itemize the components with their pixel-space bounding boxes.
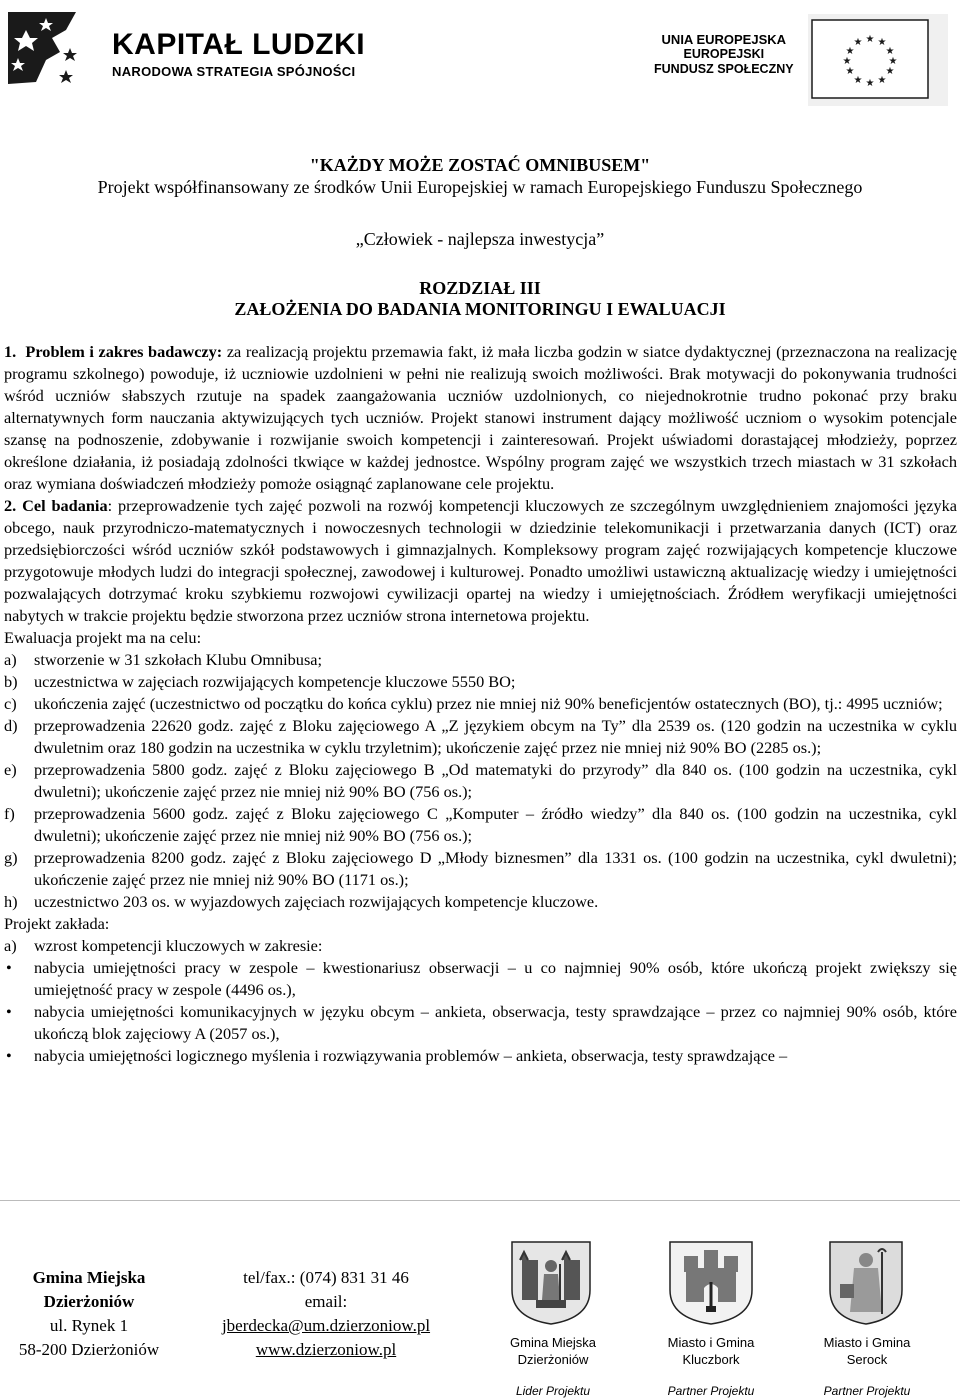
partner-caption: [636, 1334, 786, 1368]
list-marker: b): [4, 672, 18, 691]
evaluation-list: [4, 649, 957, 913]
svg-text:★: ★: [877, 37, 887, 48]
chapter-number: ROZDZIAŁ III: [419, 278, 541, 298]
svg-text:★: ★: [845, 66, 855, 77]
email-link[interactable]: jberdecka@um.dzierzoniow.pl: [221, 1316, 431, 1335]
list-item: [4, 649, 957, 671]
list-marker: f): [4, 804, 15, 823]
list-item: [4, 803, 957, 847]
dzierzoniow-crest-icon: [508, 1238, 594, 1326]
kapital-ludzki-title: KAPITAŁ LUDZKI: [112, 28, 366, 61]
svg-text:★: ★: [865, 78, 875, 89]
eu-flag-icon: [808, 14, 948, 106]
list-item: [4, 671, 957, 693]
list-marker: e): [4, 760, 17, 779]
section-2-number: 2.: [4, 496, 17, 515]
footer-divider: [0, 1200, 960, 1201]
list-item-text: uczestnictwo 203 os. w wyjazdowych zajęciach rozwijających kompetencje kluczowe.: [34, 892, 599, 911]
serock-crest-icon: [826, 1238, 906, 1326]
list-item-text: ukończenia zajęć (uczestnictwo od początku do końca cyklu) przez nie mniej niż 90% beneficjentów ostatecznych (BO), tj.: 4995 uczniów;: [34, 694, 943, 713]
section-1-text: za realizacją projektu przemawia fakt, iż mała liczba godzin w siatce dydaktycznej (przeznaczona na realizację programu szkolnego) powoduje, iż uczniowie uzdolnieni w pełni nie realizują swoich możliwości. Brak motywacji do pokonywania trudności wśród uczniów słabszych rzutuje na spadek zaangażowania uczniów uzdolnionych, co niejednokrotnie trudno pokonać przy braku alternatywnych form nauczania aktywizujących tych uczniów. Projekt stanowi instrument dający możliwość uczniom o wysokim potencjale szansę na podnoszenie, zdobywanie i rozwijanie swoich kompetencji i zainteresowań. Projekt uświadomi dorastającej młodzieży, poprzez określone działania, iż posiadają zdolności tkwiące w każdej jednostce. Wspólny program zajęć we wszystkich trzech miastach w 31 szkołach oraz wymiana doświadczeń młodzieży pomoże osiągnąć zaplanowane cele projektu.: [4, 342, 957, 493]
email-label: email:: [304, 1292, 348, 1311]
svg-text:★: ★: [888, 56, 898, 67]
bullet-item: [4, 1045, 957, 1067]
svg-text:★: ★: [853, 37, 863, 48]
svg-text:★: ★: [877, 75, 887, 86]
list-item: [4, 891, 957, 913]
eu-fund-text: [654, 32, 794, 77]
partner-name-line2: Kluczbork: [682, 1352, 740, 1367]
section-1-label: Problem i zakres badawczy:: [25, 342, 223, 361]
list-item: [4, 715, 957, 759]
list-item-text: przeprowadzenia 22620 godz. zajęć z Bloku zajęciowego A „Z językiem obcym na Ty” dla 2539 os. (120 godzin na uczestnika w cyklu dwuletnim oraz 180 godzin na uczestnika w cyklu trzyletnim); ukończenie zajęć przez nie mniej niż 90% BO (2285 os.);: [34, 716, 957, 757]
list-item-text: wzrost kompetencji kluczowych w zakresie:: [34, 936, 323, 955]
bullet-item: [4, 957, 957, 1001]
eu-line-1: UNIA EUROPEJSKA: [661, 32, 787, 47]
list-item-text: przeprowadzenia 8200 godz. zajęć z Bloku zajęciowego D „Młody biznesmen” dla 1331 os. (100 godzin na uczestnika, cykl dwuletni); ukończenie zajęć przez nie mniej niż 90% BO (1171 os.);: [34, 848, 957, 889]
svg-text:★: ★: [845, 46, 855, 57]
kapital-ludzki-logo-icon: [6, 8, 96, 88]
bullet-icon: •: [6, 1002, 12, 1021]
assumptions-intro: Projekt zakłada:: [4, 914, 110, 933]
list-marker: d): [4, 716, 18, 735]
bullet-text: nabycia umiejętności pracy w zespole – kwestionariusz obserwacji – u co najmniej 90% osób, które ukończą projekt zwiększy się umiejętność pracy w zespole (4496 os.),: [34, 958, 957, 999]
partner-name-line2: Serock: [846, 1352, 888, 1367]
address-line-2: Dzierżoniów: [43, 1292, 135, 1311]
list-item-text: przeprowadzenia 5800 godz. zajęć z Bloku zajęciowego B „Od matematyki do przyrody” dla 840 os. (100 godzin na uczestnika, cykl dwuletni); ukończenie zajęć przez nie mniej niż 90% BO (756 os.);: [34, 760, 957, 801]
svg-text:★: ★: [853, 75, 863, 86]
svg-text:★: ★: [865, 34, 875, 45]
list-marker: a): [4, 936, 17, 955]
kluczbork-crest-icon: [666, 1238, 756, 1326]
footer-contact: [196, 1266, 456, 1362]
partner-caption: [792, 1334, 942, 1368]
footer-address: [14, 1266, 164, 1362]
website-link[interactable]: www.dzierzoniow.pl: [255, 1340, 397, 1359]
partner-role: Lider Projektu: [515, 1384, 591, 1398]
list-marker: a): [4, 650, 17, 669]
list-marker: h): [4, 892, 18, 911]
list-item-text: stworzenie w 31 szkołach Klubu Omnibusa;: [34, 650, 323, 669]
address-line-4: 58-200 Dzierżoniów: [18, 1340, 160, 1359]
list-marker: g): [4, 848, 18, 867]
address-line-3: ul. Rynek 1: [49, 1316, 129, 1335]
section-2-text: : przeprowadzenie tych zajęć pozwoli na rozwój kompetencji kluczowych ze szczególnym uwzględnieniem znajomości języka obcego, nauk przyrodniczo-matematycznych i nowoczesnych technologii w dziedzinie telekomunikacji i przetwarzania danych (ICT) oraz przedsiębiorczości wśród uczniów szkół podstawowych i gimnazjalnych. Kompleksowy program zajęć rozwijających kompetencje kluczowe przygotowuje młodych ludzi do integracji społecznej, zawodowej i kulturowej. Ponadto umożliwi ustawiczną aktualizację wiedzy i umiejętności pozwalających dotrzymać kroku szybkiemu rozwojowi cywilizacji opartej na wiedzy i umiejętnościach. Źródłem weryfikacji umiejętności nabytych w trakcie projektu będzie stworzona przez uczniów strona internetowa projektu.: [4, 496, 957, 625]
eu-line-2: EUROPEJSKI: [683, 47, 765, 61]
cofinanced-line: Projekt współfinansowany ze środków Unii Europejskiej w ramach Europejskiego Funduszu Społecznego: [97, 177, 863, 197]
bullet-text: nabycia umiejętności komunikacyjnych w języku obcym – ankieta, obserwacja, testy sprawdzające – przez co najmniej 90% osób, które ukończą blok zajęciowy A (2057 os.),: [34, 1002, 957, 1043]
kapital-ludzki-subtitle: NARODOWA STRATEGIA SPÓJNOŚCI: [112, 64, 356, 79]
list-item-text: przeprowadzenia 5600 godz. zajęć z Bloku zajęciowego C „Komputer – źródło wiedzy” dla 840 os. (100 godzin na uczestnika, cykl dwuletni); ukończenie zajęć przez nie mniej niż 90% BO (756 os.);: [34, 804, 957, 845]
section-2: [4, 495, 957, 627]
phone-fax: tel/fax.: (074) 831 31 46: [243, 1268, 409, 1287]
partner-name-line1: Gmina Miejska: [510, 1335, 596, 1350]
section-1-number: 1.: [4, 342, 17, 361]
section-2-label: Cel badania: [22, 496, 108, 515]
kapital-ludzki-text: [112, 30, 365, 79]
list-item: [4, 935, 957, 957]
assumptions-list: [4, 935, 957, 957]
svg-text:★: ★: [842, 56, 852, 67]
partner-name-line1: Miasto i Gmina: [667, 1335, 755, 1350]
svg-text:★: ★: [885, 66, 895, 77]
list-item: [4, 847, 957, 891]
motto: „Człowiek - najlepsza inwestycja”: [355, 229, 605, 249]
document-body: [4, 341, 957, 1067]
bullet-item: [4, 1001, 957, 1045]
list-marker: c): [4, 694, 17, 713]
list-item: [4, 693, 957, 715]
evaluation-intro: Ewaluacja projekt ma na celu:: [4, 628, 202, 647]
partner-name-line1: Miasto i Gmina: [823, 1335, 911, 1350]
chapter-title: ZAŁOŻENIA DO BADANIA MONITORINGU I EWALUACJI: [234, 299, 726, 319]
section-1: [4, 341, 957, 495]
address-line-1: Gmina Miejska: [32, 1268, 146, 1287]
list-item-text: uczestnictwa w zajęciach rozwijających kompetencje kluczowe 5550 BO;: [34, 672, 516, 691]
bullet-icon: •: [6, 958, 12, 977]
partner-role: Partner Projektu: [823, 1384, 911, 1398]
page-header: [0, 0, 960, 110]
svg-text:★: ★: [885, 46, 895, 57]
bullet-list: [4, 957, 957, 1067]
project-name: "KAŻDY MOŻE ZOSTAĆ OMNIBUSEM": [309, 155, 651, 175]
partner-name-line2: Dzierżoniów: [517, 1352, 589, 1367]
bullet-text: nabycia umiejętności logicznego myślenia i rozwiązywania problemów – ankieta, obserwacja, testy sprawdzające –: [34, 1046, 788, 1065]
eu-line-3: FUNDUSZ SPOŁECZNY: [654, 62, 794, 76]
partner-role: Partner Projektu: [667, 1384, 755, 1398]
partner-caption: [478, 1334, 628, 1368]
bullet-icon: •: [6, 1046, 12, 1065]
list-item: [4, 759, 957, 803]
